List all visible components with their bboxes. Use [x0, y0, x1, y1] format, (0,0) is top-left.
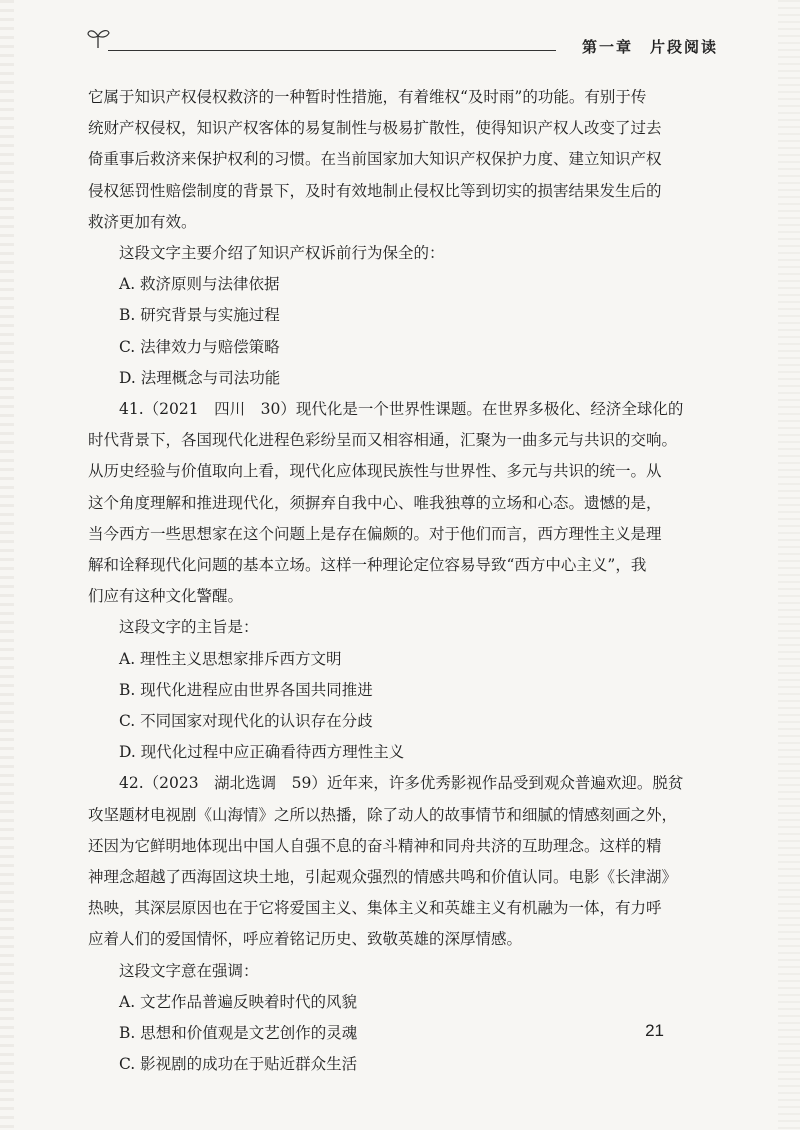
question-42 [88, 768, 716, 1080]
answer-option: A. 文艺作品普遍反映着时代的风貌 [119, 992, 358, 1011]
header-rule [108, 50, 556, 51]
chapter-title: 第一章 片段阅读 [581, 38, 718, 56]
scan-edge-left [0, 0, 14, 1130]
page-number: 21 [645, 1021, 664, 1040]
answer-option: B. 研究背景与实施过程 [119, 306, 280, 325]
answer-option: D. 现代化过程中应正确看待西方理性主义 [119, 743, 405, 762]
passage-line: 这个角度理解和推进现代化，须摒弃自我中心、唯我独尊的立场和心态。遗憾的是， [88, 493, 662, 512]
passage-line: 42.（2023 湖北选调 59）近年来，许多优秀影视作品受到观众普遍欢迎。脱贫 [119, 774, 684, 793]
passage-line: 时代背景下，各国现代化进程色彩纷呈而又相容相通，汇聚为一曲多元与共识的交响。 [88, 431, 678, 450]
page-content [88, 82, 716, 1081]
answer-option: B. 现代化进程应由世界各国共同推进 [119, 680, 373, 699]
question-41 [88, 394, 716, 768]
passage-line: 神理念超越了西海固这块土地，引起观众强烈的情感共鸣和价值认同。电影《长津湖》 [88, 868, 678, 887]
question-40 [88, 238, 716, 394]
answer-option: C. 法律效力与赔偿策略 [119, 337, 280, 356]
scan-edge-right [778, 0, 800, 1130]
passage-line: 救济更加有效。 [88, 212, 197, 231]
passage-line: 攻坚题材电视剧《山海情》之所以热播，除了动人的故事情节和细腻的情感刻画之外， [88, 805, 678, 824]
answer-option: C. 影视剧的成功在于贴近群众生活 [119, 1055, 358, 1074]
passage-line: 还因为它鲜明地体现出中国人自强不息的奋斗精神和同舟共济的互助理念。这样的精 [88, 836, 662, 855]
answer-option: A. 理性主义思想家排斥西方文明 [119, 649, 342, 668]
answer-option: D. 法理概念与司法功能 [119, 368, 281, 387]
passage-line: 解和诠释现代化问题的基本立场。这样一种理论定位容易导致“西方中心主义”，我 [88, 556, 647, 575]
question-stem: 这段文字主要介绍了知识产权诉前行为保全的： [119, 244, 445, 263]
passage-line: 应着人们的爱国情怀，呼应着铭记历史、致敬英雄的深厚情感。 [88, 930, 523, 949]
passage-line: 倚重事后救济来保护权利的习惯。在当前国家加大知识产权保护力度、建立知识产权 [88, 150, 662, 169]
passage-line: 41.（2021 四川 30）现代化是一个世界性课题。在世界多极化、经济全球化的 [119, 400, 684, 419]
answer-option: C. 不同国家对现代化的认识存在分歧 [119, 712, 373, 731]
passage-line: 们应有这种文化警醒。 [88, 587, 244, 606]
passage-line: 当今西方一些思想家在这个问题上是存在偏颇的。对于他们而言，西方理性主义是理 [88, 524, 662, 543]
sprout-icon [86, 26, 112, 50]
passage-line: 它属于知识产权侵权救济的一种暂时性措施，有着维权“及时雨”的功能。有别于传 [88, 88, 647, 106]
passage-line: 从历史经验与价值取向上看，现代化应体现民族性与世界性、多元与共识的统一。从 [88, 462, 662, 481]
answer-option: B. 思想和价值观是文艺创作的灵魂 [119, 1024, 358, 1043]
passage-top [88, 82, 716, 238]
question-stem: 这段文字的主旨是： [119, 618, 259, 637]
passage-line: 统财产权侵权，知识产权客体的易复制性与极易扩散性，使得知识产权人改变了过去 [88, 119, 662, 138]
running-header [86, 24, 718, 60]
passage-line: 热映，其深层原因也在于它将爱国主义、集体主义和英雄主义有机融为一体，有力呼 [88, 899, 662, 918]
passage-line: 侵权惩罚性赔偿制度的背景下，及时有效地制止侵权比等到切实的损害结果发生后的 [88, 181, 662, 200]
question-stem: 这段文字意在强调： [119, 961, 259, 980]
answer-option: A. 救济原则与法律依据 [119, 275, 280, 294]
